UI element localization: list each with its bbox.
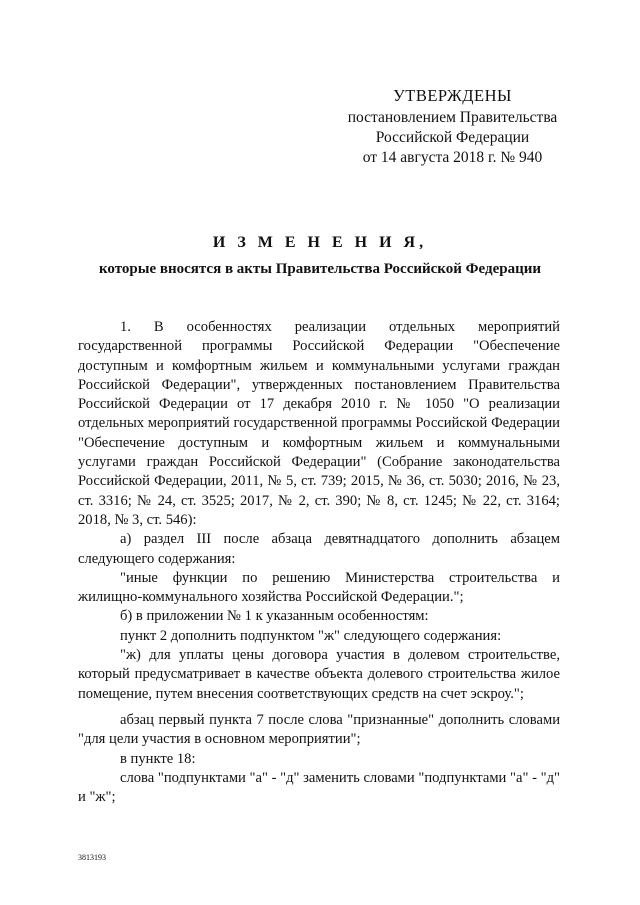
document-body: [78, 318, 560, 807]
approval-heading: УТВЕРЖДЕНЫ: [393, 86, 512, 105]
document-subtitle: которые вносятся в акты Правительства Российской Федерации: [98, 261, 542, 277]
paragraph-1: 1. В особенностях реализации отдельных мероприятий государственной программы Российской Федерации "Обеспечение доступным и комфортным жильем и коммунальными услугами граждан Российской Федерации", утвержденных постановлением Правительства Российской Федерации от 17 декабря 2010 г. № 1050 "О реализации отдельных мероприятий государственной программы Российской Федерации "Обеспечение доступным и комфортным жильем и коммунальными услугами граждан Российской Федерации" (Собрание законодательства Российской Федерации, 2011, № 5, ст. 739; 2015, № 36, ст. 5030; 2016, № 23, ст. 3316; № 24, ст. 3525; 2017, № 2, ст. 390; № 8, ст. 1245; № 22, ст. 3164; 2018, № 3, ст. 546):: [78, 319, 560, 528]
paragraph-5: пункт 2 дополнить подпунктом "ж" следующего содержания:: [120, 627, 502, 644]
paragraph-8: в пункте 18:: [120, 750, 196, 767]
paragraph-4: б) в приложении № 1 к указанным особенностям:: [120, 608, 429, 625]
approval-line-3: от 14 августа 2018 г. № 940: [362, 149, 543, 166]
document-title: И З М Е Н Е Н И Я,: [212, 234, 428, 251]
approval-line-1: постановлением Правительства: [347, 109, 558, 126]
paragraph-2: а) раздел III после абзаца девятнадцатого дополнить абзацем следующего содержания:: [78, 531, 560, 567]
paragraph-3: "иные функции по решению Министерства строительства и жилищно-коммунального хозяйства Российской Федерации.";: [78, 569, 560, 606]
paragraph-6: "ж) для уплаты цены договора участия в долевом строительстве, который предусматривает в качестве объекта долевого строительства жилое помещение, путем внесения соответствующих средств на счет эскроу.";: [78, 647, 560, 702]
paragraph-9: слова "подпунктами "а" - "д" заменить словами "подпунктами "а" - "д" и "ж";: [78, 769, 560, 806]
approval-stamp: [330, 86, 575, 168]
approval-line-2: Российской Федерации: [375, 129, 530, 146]
paragraph-7: абзац первый пункта 7 после слова "признанные" дополнить словами "для цели участия в основном мероприятии";: [78, 711, 560, 748]
footer-document-code: 3813193: [78, 853, 106, 862]
